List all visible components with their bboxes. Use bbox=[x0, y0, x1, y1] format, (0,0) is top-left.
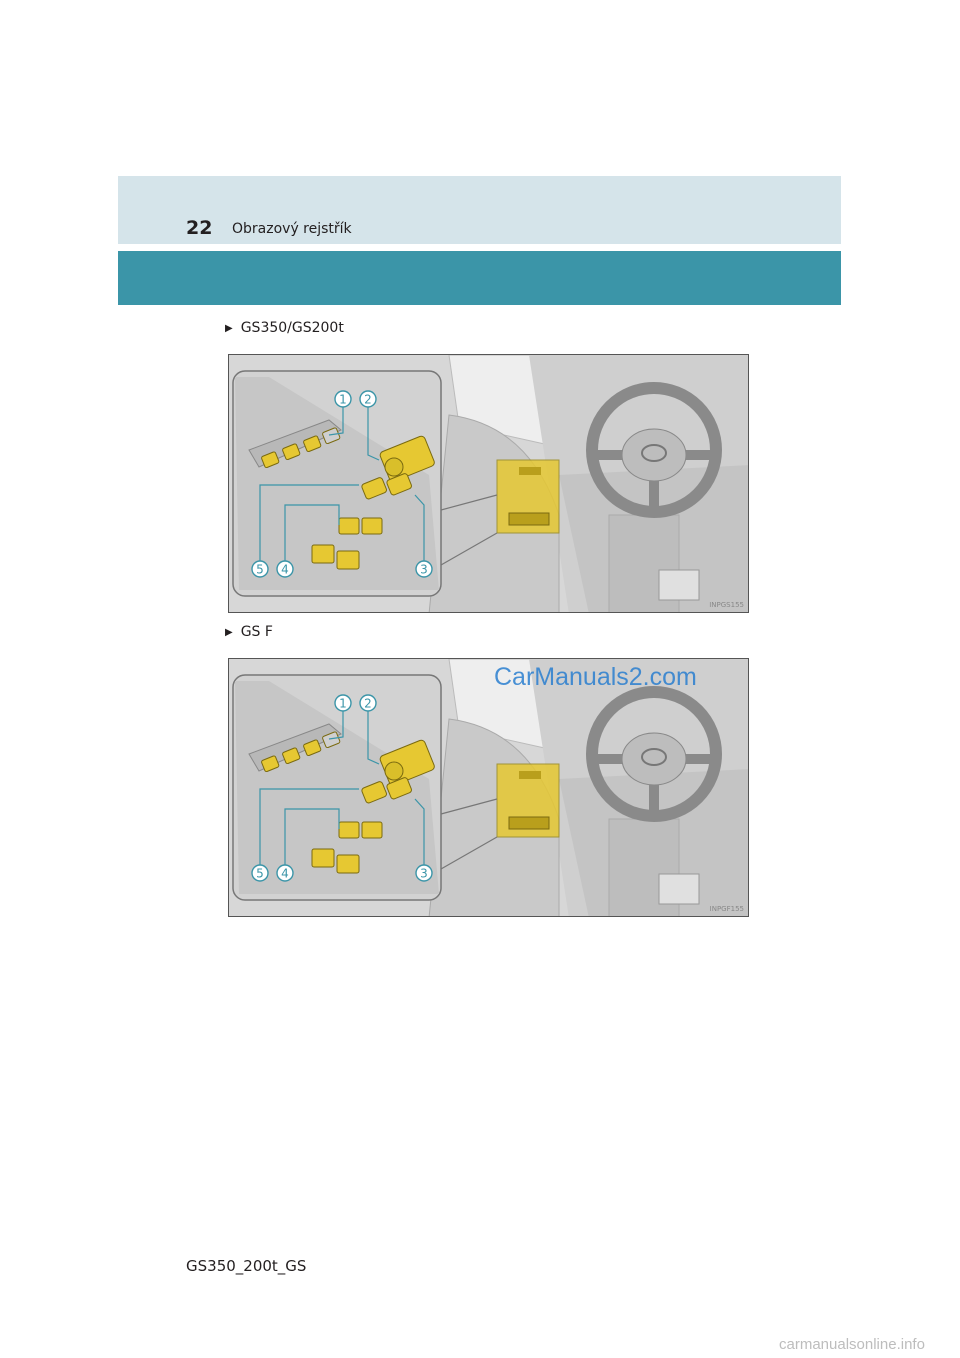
model-heading-gsf bbox=[225, 624, 273, 640]
site-watermark: carmanualsonline.info bbox=[779, 1336, 925, 1353]
callout-number: 4 bbox=[281, 562, 289, 577]
arrow-icon: ▶ bbox=[225, 323, 233, 334]
figure-code: INPGS155 bbox=[709, 601, 744, 609]
callout-number: 2 bbox=[364, 392, 372, 407]
door-panel-illustration bbox=[229, 659, 749, 917]
section-band bbox=[118, 251, 841, 305]
callout-number: 5 bbox=[256, 562, 264, 577]
watermark: CarManuals2.com bbox=[494, 663, 697, 691]
callout-number: 1 bbox=[339, 696, 347, 711]
callout-number: 3 bbox=[420, 562, 428, 577]
header-bar bbox=[118, 176, 841, 244]
model-heading-label: GS F bbox=[240, 624, 273, 640]
callout-number: 3 bbox=[420, 866, 428, 881]
page-number: 22 bbox=[186, 217, 213, 239]
figure-gs350-door-switches bbox=[228, 354, 749, 613]
callout-number: 1 bbox=[339, 392, 347, 407]
footer-model-code: GS350_200t_GS bbox=[186, 1257, 307, 1275]
callout-number: 4 bbox=[281, 866, 289, 881]
door-panel-illustration bbox=[229, 355, 749, 613]
model-heading-label: GS350/GS200t bbox=[240, 320, 344, 336]
figure-code: INPGF155 bbox=[709, 905, 744, 913]
callout-number: 5 bbox=[256, 866, 264, 881]
callout-number: 2 bbox=[364, 696, 372, 711]
arrow-icon: ▶ bbox=[225, 627, 233, 638]
figure-gsf-door-switches bbox=[228, 658, 749, 917]
model-heading-gs350 bbox=[225, 320, 344, 336]
section-title: Obrazový rejstřík bbox=[232, 221, 352, 237]
